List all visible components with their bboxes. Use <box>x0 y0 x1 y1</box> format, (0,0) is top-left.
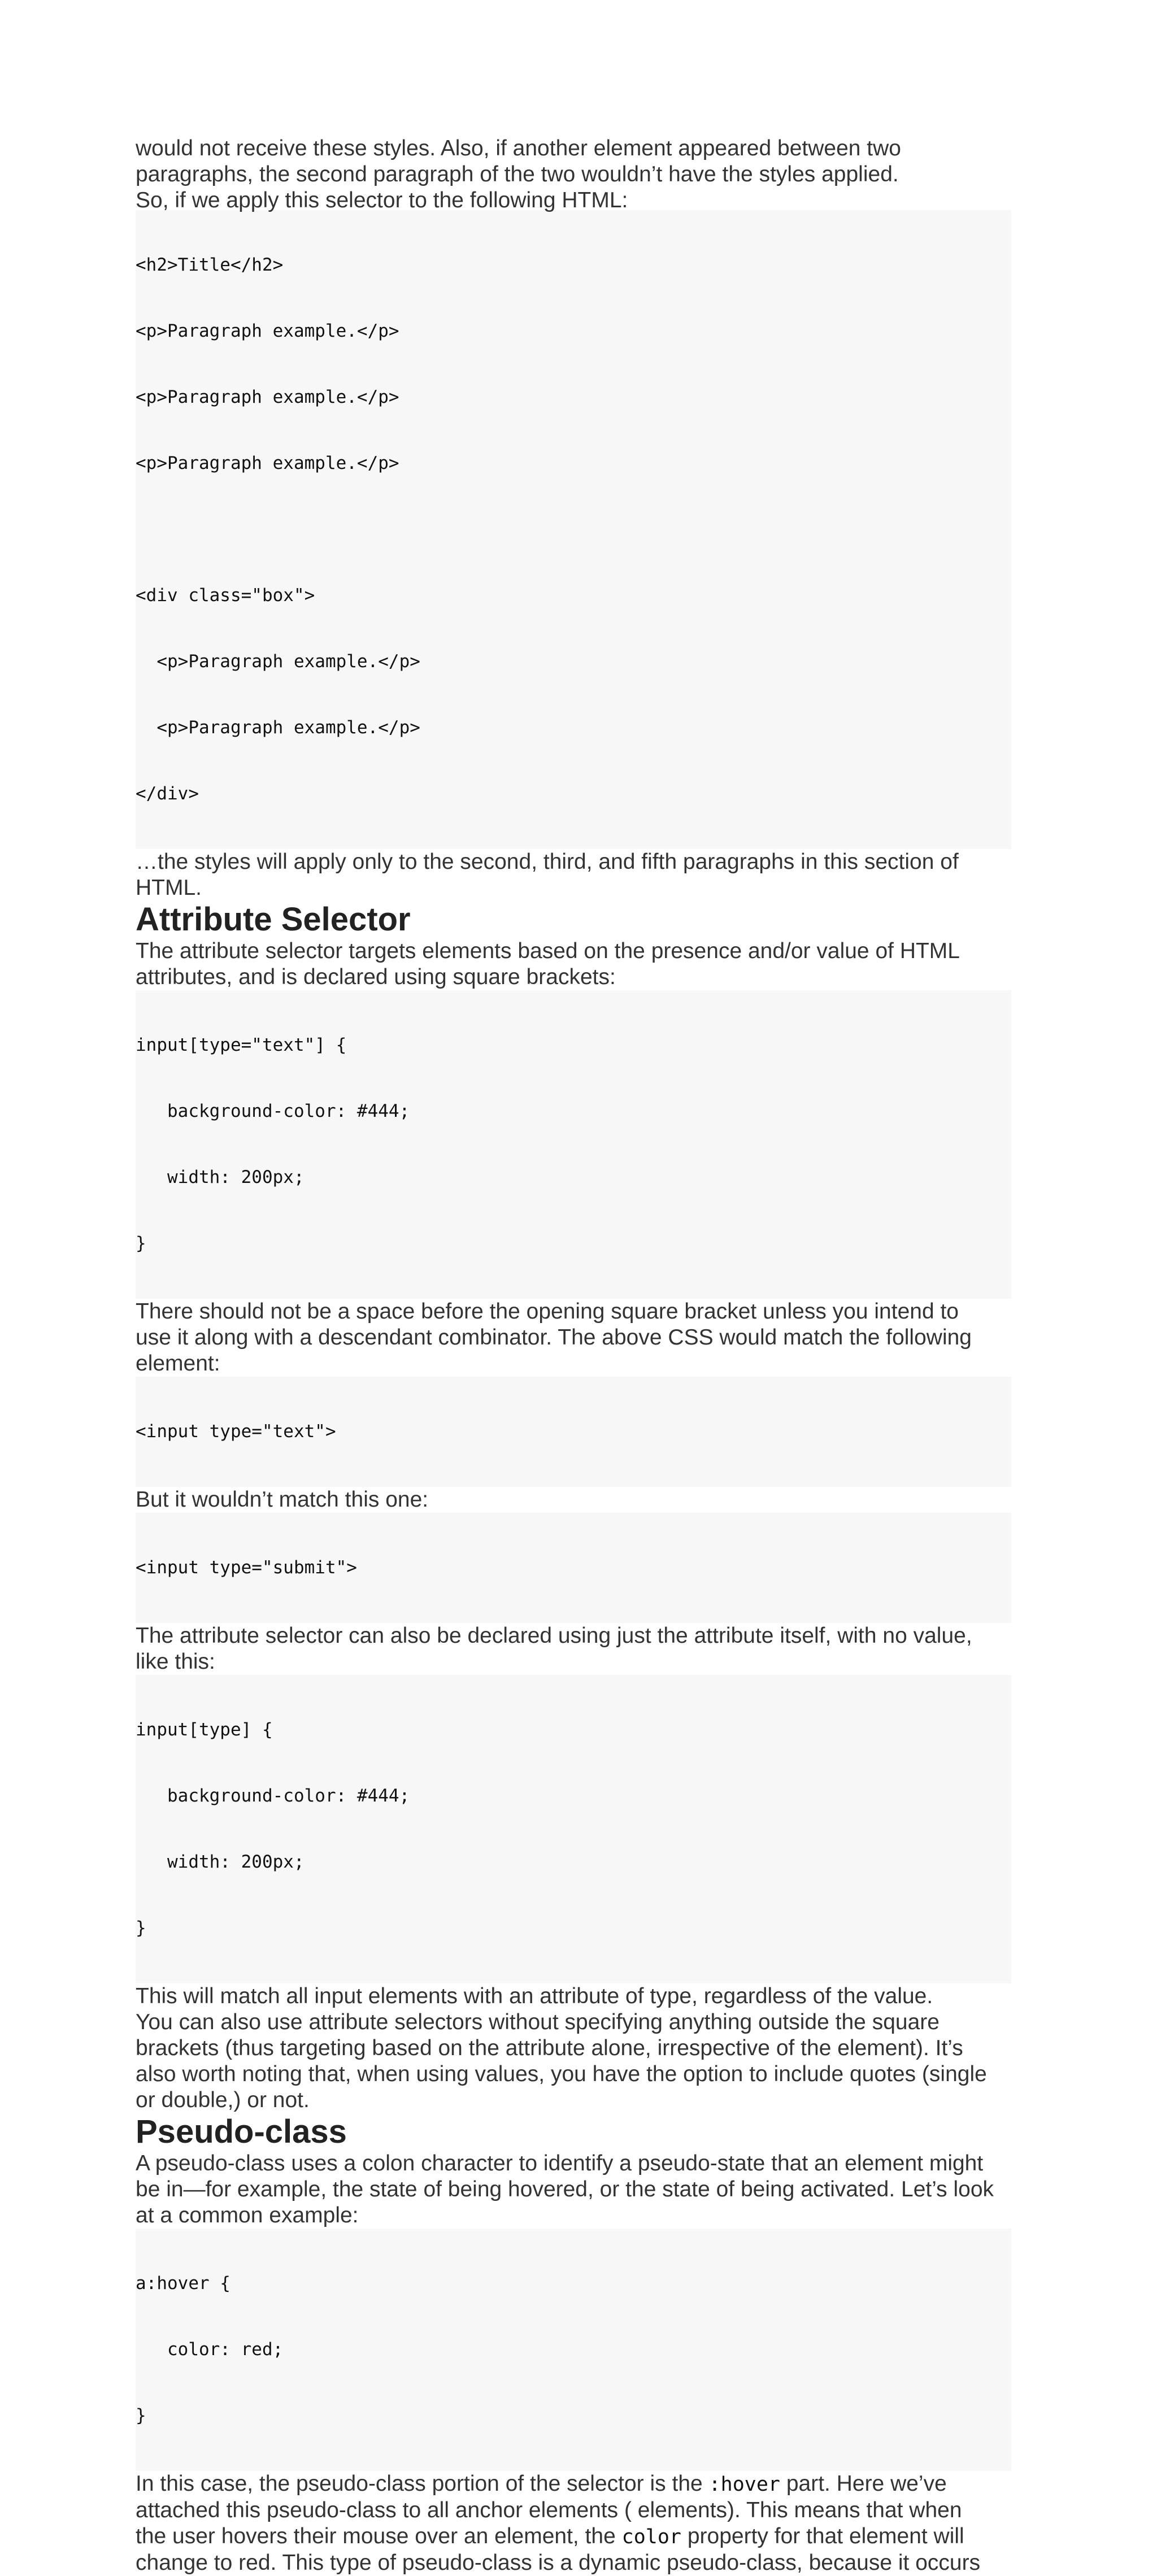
code-line: <p>Paragraph example.</p> <box>136 453 399 473</box>
attribute-only-paragraph <box>136 1623 1011 1675</box>
code-line: <p>Paragraph example.</p> <box>136 321 399 341</box>
code-line: <p>Paragraph example.</p> <box>136 651 420 672</box>
text-line: or double,) or not. <box>136 2088 310 2112</box>
code-line: } <box>136 1233 146 1254</box>
code-line: width: 200px; <box>136 1852 305 1872</box>
text-line: HTML. <box>136 876 202 900</box>
css-code-block <box>136 990 1011 1299</box>
text-line: attributes, and is declared using square brackets: <box>136 965 616 989</box>
hover-code-block <box>136 2229 1011 2471</box>
code-line: <p>Paragraph example.</p> <box>136 717 420 738</box>
text-line <box>136 2471 1011 2497</box>
text-line: change to red. This type of pseudo-class is a dynamic pseudo-class, because it occurs <box>136 2551 981 2575</box>
text-line: also worth noting that, when using values, you have the option to include quotes (single <box>136 2062 987 2086</box>
inline-code-hover: :hover <box>708 2473 780 2496</box>
after-code-paragraph <box>136 849 1011 901</box>
code-line: } <box>136 2405 146 2426</box>
text-line: The attribute selector targets elements based on the presence and/or value of HTML <box>136 939 960 963</box>
page-content <box>136 136 1011 2576</box>
text-line: The attribute selector can also be declared using just the attribute itself, with no value, <box>136 1624 972 1648</box>
text-line: This will match all input elements with an attribute of type, regardless of the value. <box>136 1984 933 2008</box>
code-line: } <box>136 1918 146 1938</box>
text-run: In this case, the pseudo-class portion of the selector is the <box>136 2471 709 2496</box>
text-line: paragraphs, the second paragraph of the two wouldn’t have the styles applied. <box>136 162 899 186</box>
code-line: color: red; <box>136 2339 284 2360</box>
pseudo-explanation-paragraph <box>136 2471 1011 2576</box>
pseudo-intro-paragraph <box>136 2151 1011 2229</box>
intro-paragraph <box>136 136 1011 214</box>
section-heading-attribute-selector: Attribute Selector <box>136 901 411 938</box>
text-line: So, if we apply this selector to the following HTML: <box>136 188 628 212</box>
code-line <box>136 519 1011 541</box>
text-line: brackets (thus targeting based on the attribute alone, irrespective of the element). It’s <box>136 2036 963 2060</box>
text-line: be in—for example, the state of being hovered, or the state of being activated. Let’s look <box>136 2177 994 2201</box>
text-line: use it along with a descendant combinator. The above CSS would match the following <box>136 1325 972 1350</box>
code-line: background-color: #444; <box>136 1101 410 1121</box>
code-line: <p>Paragraph example.</p> <box>136 387 399 407</box>
code-line: <input type="submit"> <box>136 1557 357 1578</box>
match-all-paragraph <box>136 1983 1011 2113</box>
code-line: <input type="text"> <box>136 1421 336 1442</box>
text-line: There should not be a space before the opening square bracket unless you intend to <box>136 1299 959 1324</box>
text-line: like this: <box>136 1650 215 1674</box>
code-line: <div class="box"> <box>136 585 315 606</box>
text-run: the user hovers their mouse over an element, the <box>136 2524 622 2548</box>
code-line: a:hover { <box>136 2273 230 2294</box>
text-line: at a common example: <box>136 2203 359 2227</box>
inline-code-color: color <box>621 2526 681 2548</box>
text-line: You can also use attribute selectors without specifying anything outside the square <box>136 2010 939 2034</box>
code-line: <h2>Title</h2> <box>136 255 284 275</box>
text-line <box>136 2523 1011 2550</box>
code-line: input[type="text"] { <box>136 1035 347 1055</box>
text-line: But it wouldn’t match this one: <box>136 1487 429 1512</box>
code-line: width: 200px; <box>136 1167 305 1187</box>
code-line: background-color: #444; <box>136 1786 410 1806</box>
input-text-code <box>136 1377 1011 1487</box>
attribute-intro-paragraph <box>136 938 1011 990</box>
text-run: part. Here we’ve <box>780 2471 947 2496</box>
text-line: A pseudo-class uses a colon character to identify a pseudo-state that an element might <box>136 2151 984 2175</box>
text-run: property for that element will <box>681 2524 964 2548</box>
code-line: input[type] { <box>136 1720 273 1740</box>
space-note-paragraph <box>136 1299 1011 1377</box>
html-code-block <box>136 210 1011 849</box>
text-line: attached this pseudo-class to all anchor elements ( elements). This means that when <box>136 2498 962 2522</box>
text-line: element: <box>136 1351 220 1376</box>
section-heading-pseudo-class: Pseudo-class <box>136 2113 347 2150</box>
code-line: </div> <box>136 784 199 804</box>
text-line: …the styles will apply only to the second, third, and fifth paragraphs in this section of <box>136 850 959 874</box>
css-code-block-2 <box>136 1675 1011 1983</box>
text-line: would not receive these styles. Also, if another element appeared between two <box>136 136 901 160</box>
input-submit-code <box>136 1513 1011 1623</box>
